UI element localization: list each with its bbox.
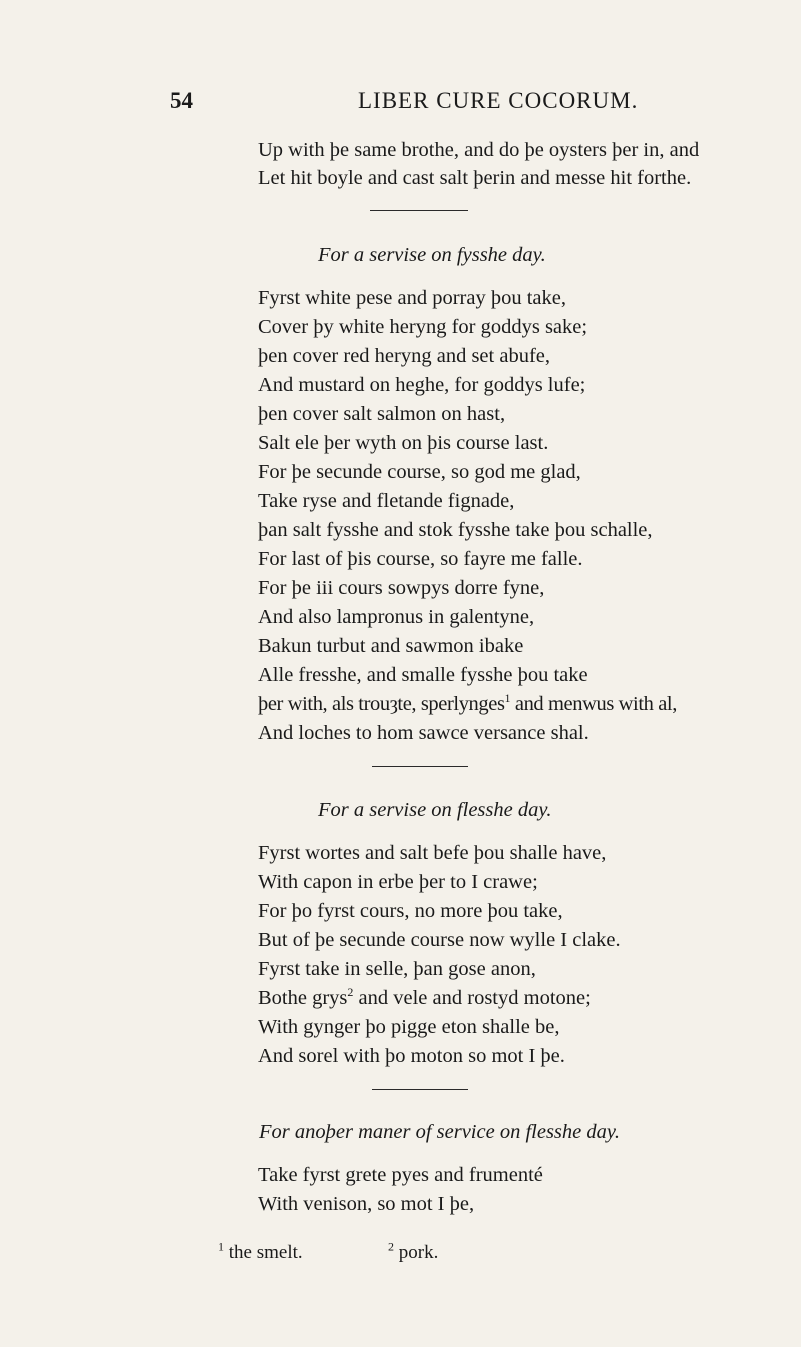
text-line: Up with þe same brothe, and do þe oysters þer in, and: [258, 139, 700, 161]
footnote: [388, 1239, 439, 1264]
verse-line: Cover þy white heryng for goddys sake;: [258, 316, 588, 338]
verse-text: þer with, als trouȝte, sperlynges: [258, 693, 505, 715]
verse-line: With capon in erbe þer to I crawe;: [258, 871, 538, 893]
verse-line: With venison, so mot I þe,: [258, 1193, 475, 1215]
footnote-mark: 2: [347, 985, 354, 1000]
text-line: Let hit boyle and cast salt þerin and messe hit forthe.: [258, 167, 692, 189]
verse-line: þen cover salt salmon on hast,: [258, 403, 506, 425]
verse-line: þen cover red heryng and set abufe,: [258, 345, 550, 367]
footnote-mark: 1: [504, 691, 511, 706]
verse-line: Bakun turbut and sawmon ibake: [258, 635, 524, 657]
verse-line: With gynger þo pigge eton shalle be,: [258, 1016, 560, 1038]
verse-line: Take ryse and fletande fignade,: [258, 490, 515, 512]
verse-line: Fyrst take in selle, þan gose anon,: [258, 958, 536, 980]
verse-line: And loches to hom sawce versance shal.: [258, 722, 589, 744]
verse-text: Bothe grys: [258, 987, 348, 1009]
page-number: 54: [170, 88, 193, 113]
section-heading: For anoþer maner of service on flesshe day.: [259, 1121, 620, 1143]
verse-line: For last of þis course, so fayre me falle.: [258, 548, 583, 570]
verse-line: But of þe secunde course now wylle I clake.: [258, 929, 621, 951]
footnote-number: 2: [388, 1239, 394, 1254]
verse-line: Alle fresshe, and smalle fysshe þou take: [258, 664, 588, 686]
verse-line: Salt ele þer wyth on þis course last.: [258, 432, 549, 454]
footnote-text: pork.: [398, 1242, 439, 1263]
verse-line: And mustard on heghe, for goddys lufe;: [258, 374, 586, 396]
verse-line: For þe secunde course, so god me glad,: [258, 461, 581, 483]
running-head: [0, 88, 801, 118]
section-divider: [372, 1089, 468, 1090]
verse-line: [258, 691, 677, 717]
verse-line: For þe iii cours sowpys dorre fyne,: [258, 577, 545, 599]
footnote-number: 1: [218, 1239, 224, 1254]
verse-line: And also lampronus in galentyne,: [258, 606, 535, 628]
section-heading: For a servise on flesshe day.: [318, 799, 552, 821]
verse-line: Take fyrst grete pyes and frumenté: [258, 1164, 543, 1186]
verse-line: And sorel with þo moton so mot I þe.: [258, 1045, 565, 1067]
verse-text: and menwus with al,: [510, 693, 677, 715]
verse-line: Fyrst white pese and porray þou take,: [258, 287, 566, 309]
verse-line: [258, 985, 591, 1011]
verse-line: For þo fyrst cours, no more þou take,: [258, 900, 563, 922]
verse-line: Fyrst wortes and salt befe þou shalle have,: [258, 842, 607, 864]
section-divider: [370, 210, 468, 211]
running-title: LIBER CURE COCORUM.: [358, 88, 639, 113]
verse-line: þan salt fysshe and stok fysshe take þou schalle,: [258, 519, 653, 541]
verse-text: and vele and rostyd motone;: [353, 987, 591, 1009]
footnote-text: the smelt.: [228, 1242, 303, 1263]
footnote: [218, 1239, 303, 1264]
section-divider: [372, 766, 468, 767]
section-heading: For a servise on fysshe day.: [318, 244, 546, 266]
